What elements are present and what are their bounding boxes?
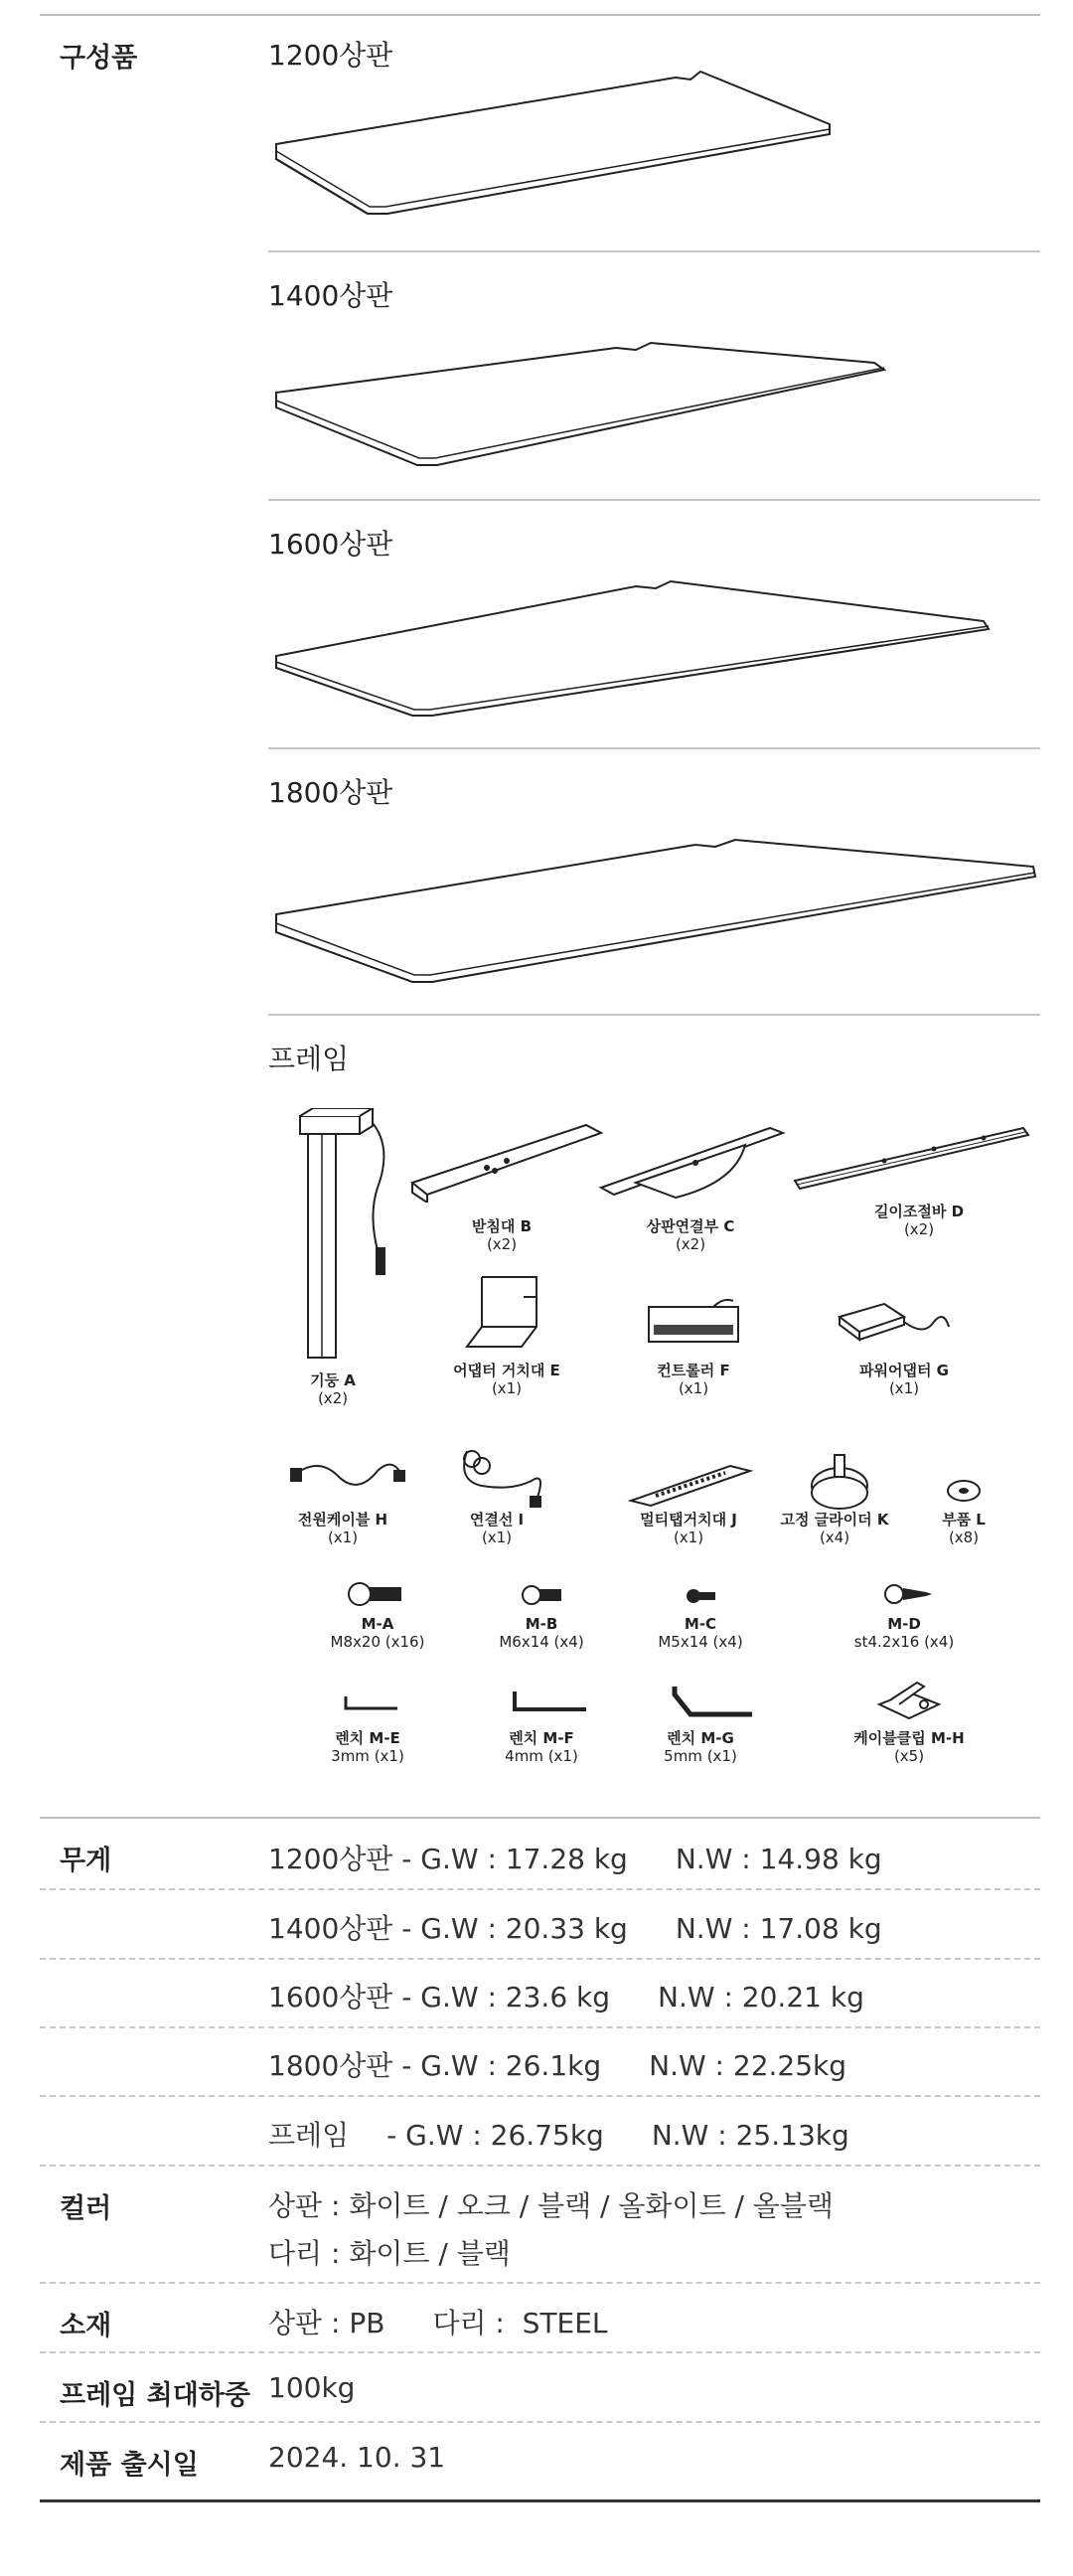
- board-1600-image: [268, 557, 994, 725]
- board-1400-image: [268, 308, 924, 477]
- weight-row: 프레임 - G.W : 26.75kg N.W : 25.13kg: [268, 2119, 849, 2152]
- hex-wrench-icon: [343, 1694, 402, 1714]
- frame-title: 프레임: [268, 1043, 350, 1075]
- controller-icon: [644, 1297, 743, 1347]
- color-top: 상판 : 화이트 / 오크 / 블랙 / 올화이트 / 올블랙: [268, 2189, 834, 2222]
- board-1800-image: [268, 805, 1040, 1004]
- row-divider: [40, 2351, 1040, 2353]
- row-divider: [40, 2095, 1040, 2097]
- part-label-ma: M-A M8x20 (x16): [330, 1615, 425, 1651]
- part-label-mc: M-C M5x14 (x4): [658, 1615, 743, 1651]
- bolt-icon: [686, 1586, 720, 1606]
- part-label-d: 길이조절바 D (x2): [873, 1203, 965, 1238]
- board-1200-title: 1200상판: [268, 39, 393, 72]
- board-1800-title: 1800상판: [268, 776, 393, 809]
- board-1200-image: [268, 70, 864, 229]
- multitap-holder-icon: [626, 1461, 755, 1511]
- row-divider: [40, 2026, 1040, 2028]
- part-label-i: 연결선 I (x1): [469, 1511, 525, 1546]
- spec-table: [40, 0, 1040, 2576]
- screw-icon: [884, 1582, 934, 1608]
- weight-row: 1200상판 - G.W : 17.28 kg N.W : 14.98 kg: [268, 1843, 882, 1875]
- part-label-mb: M-B M6x14 (x4): [499, 1615, 584, 1651]
- part-label-md: M-D st4.2x16 (x4): [853, 1615, 955, 1651]
- hex-wrench-icon: [512, 1690, 591, 1717]
- connection-cable-icon: [452, 1441, 551, 1511]
- adapter-holder-icon: [462, 1272, 551, 1352]
- board-divider: [268, 1014, 1040, 1016]
- color-leg: 다리 : 화이트 / 블랙: [268, 2237, 511, 2270]
- part-label-j: 멀티탭거치대 J (x1): [640, 1511, 737, 1546]
- color-label: 컬러: [60, 2193, 112, 2224]
- row-divider: [40, 1958, 1040, 1960]
- release-value: 2024. 10. 31: [268, 2441, 446, 2474]
- washer-icon: [944, 1476, 984, 1506]
- section-divider: [40, 1817, 1040, 1819]
- support-bracket-icon: [407, 1123, 606, 1203]
- part-label-c: 상판연결부 C (x2): [646, 1217, 735, 1253]
- row-divider: [40, 1888, 1040, 1890]
- part-label-b: 받침대 B (x2): [471, 1217, 533, 1253]
- power-adapter-icon: [835, 1292, 954, 1352]
- power-cable-icon: [288, 1446, 407, 1506]
- board-1600-title: 1600상판: [268, 528, 393, 561]
- part-label-f: 컨트롤러 F (x1): [657, 1362, 730, 1397]
- part-label-me: 렌치 M-E 3mm (x1): [331, 1729, 404, 1765]
- parts-diagram: [268, 1093, 1040, 1789]
- glider-icon: [805, 1451, 874, 1511]
- part-label-k: 고정 글라이더 K (x4): [780, 1511, 889, 1546]
- part-label-e: 어댑터 거치대 E (x1): [453, 1362, 560, 1397]
- release-label: 제품 출시일: [60, 2450, 199, 2481]
- max-load-value: 100kg: [268, 2371, 356, 2404]
- length-bar-icon: [785, 1123, 1033, 1203]
- part-label-l: 부품 L (x8): [942, 1511, 986, 1546]
- row-divider: [40, 2282, 1040, 2284]
- row-divider: [40, 2165, 1040, 2167]
- material-label: 소재: [60, 2311, 112, 2341]
- part-label-mh: 케이블클립 M-H (x5): [853, 1729, 965, 1765]
- cable-clip-icon: [869, 1675, 949, 1724]
- board-divider: [268, 250, 1040, 252]
- weight-label: 무게: [60, 1846, 112, 1876]
- weight-row: 1800상판 - G.W : 26.1kg N.W : 22.25kg: [268, 2049, 847, 2082]
- board-divider: [268, 747, 1040, 749]
- max-load-label: 프레임 최대하중: [60, 2380, 250, 2411]
- board-divider: [268, 499, 1040, 501]
- part-label-mg: 렌치 M-G 5mm (x1): [664, 1729, 737, 1765]
- bolt-icon: [522, 1583, 566, 1609]
- hex-wrench-icon: [671, 1685, 755, 1720]
- top-connector-icon: [596, 1123, 795, 1212]
- bottom-border: [40, 2499, 1040, 2502]
- part-label-a: 기둥 A (x2): [310, 1371, 356, 1407]
- part-label-h: 전원케이블 H (x1): [297, 1511, 388, 1546]
- material-row: 상판 : PB 다리 : STEEL: [268, 2307, 608, 2339]
- row-divider: [40, 2421, 1040, 2423]
- top-divider: [40, 14, 1040, 16]
- bolt-icon: [348, 1580, 407, 1610]
- part-label-g: 파워어댑터 G (x1): [859, 1362, 949, 1397]
- weight-row: 1400상판 - G.W : 20.33 kg N.W : 17.08 kg: [268, 1912, 882, 1945]
- board-1400-title: 1400상판: [268, 279, 393, 312]
- leg-column-icon: [298, 1108, 397, 1362]
- weight-row: 1600상판 - G.W : 23.6 kg N.W : 20.21 kg: [268, 1981, 864, 2013]
- components-label: 구성품: [60, 43, 138, 74]
- part-label-mf: 렌치 M-F 4mm (x1): [505, 1729, 578, 1765]
